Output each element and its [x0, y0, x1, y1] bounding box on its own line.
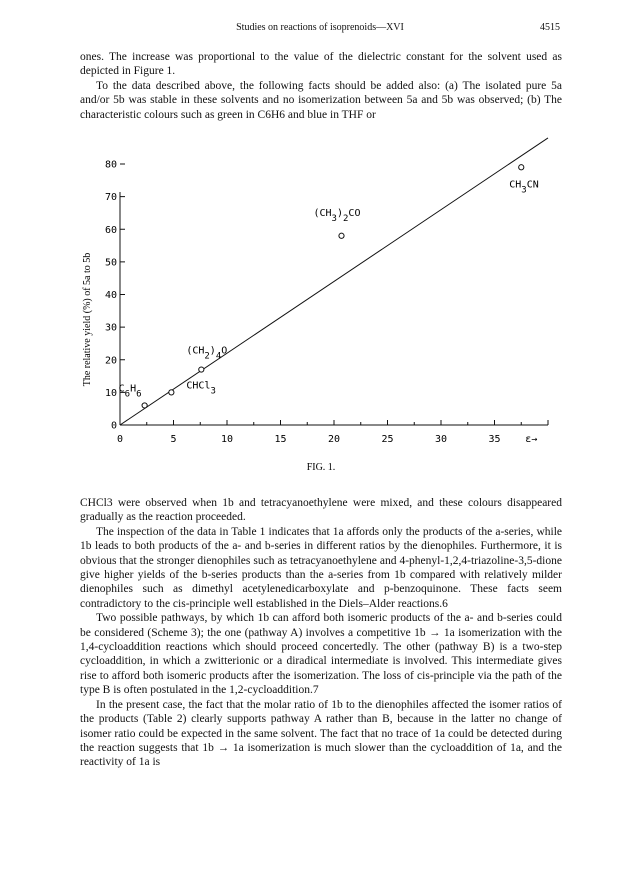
paragraph: The inspection of the data in Table 1 indicates that 1a affords only the products of the a-series, while 1b leads to both products of the a- and b-series in different ratios by the dienophiles. Furthermore, it is obvious that the stronger dienophiles such as tetracyanoethylene and 4-phenyl-1,2,4-triazoline-3,5-dione give higher yields of the b-series products than the a-series from 1b compared with relatively milder dienophiles such as dimethyl acetylenedicarboxylate and p-benzoquinone. These facts seem contradictory to the cis-principle well established in the Diels–Alder reactions.6 — [80, 525, 562, 610]
y-tick-label: 20 — [104, 355, 117, 367]
body-text-top — [80, 50, 562, 122]
data-point-label: CHCl$_3$ — [186, 380, 216, 397]
y-tick-label: 10 — [104, 387, 117, 399]
y-axis-label: The relative yield (%) of 5a to 5b — [82, 252, 93, 387]
x-tick-label: 35 — [488, 434, 501, 445]
data-point — [199, 367, 204, 372]
data-point — [169, 390, 174, 395]
paragraph: To the data described above, the following facts should be added also: (a) The isolated pure 5a and/or 5b was stable in these solvents and no isomerization between 5a and 5b was observed; (b) The characteristic colours such as green in C6H6 and blue in THF or — [80, 79, 562, 121]
data-point — [142, 403, 147, 408]
yield-vs-dielectric-chart — [78, 159, 563, 482]
data-point-label: $(CH_2)_4O$ — [186, 345, 228, 362]
data-point-label: $CH_3CN$ — [509, 179, 539, 196]
x-tick-label: 25 — [381, 434, 394, 445]
data-point — [519, 165, 524, 170]
data-point — [339, 233, 344, 238]
page-number: 4515 — [540, 22, 560, 33]
y-tick-label: 40 — [104, 290, 117, 301]
x-tick-label: 10 — [220, 434, 234, 445]
y-tick-label: 80 — [104, 159, 117, 171]
y-tick-label: 0 — [110, 420, 117, 432]
paragraph: ones. The increase was proportional to the value of the dielectric constant for the solvent used as depicted in Figure 1. — [80, 51, 562, 78]
x-tick-label: 5 — [170, 434, 177, 445]
y-tick-label: 50 — [104, 257, 117, 269]
body-text-bottom — [80, 496, 562, 770]
running-title: Studies on reactions of isoprenoids—XVI — [236, 22, 404, 33]
y-tick-label: 70 — [104, 192, 117, 204]
y-tick-label: 30 — [104, 322, 117, 334]
data-point-label: $(CH_3)_2CO$ — [313, 207, 361, 224]
figure-1 — [78, 159, 563, 482]
data-point-label: $C_6H_6$ — [118, 383, 142, 400]
x-tick-label: 0 — [116, 434, 124, 445]
paragraph: CHCl3 were observed when 1b and tetracyanoethylene were mixed, and these colours disappeared gradually as the reaction proceeded. — [80, 497, 562, 524]
x-tick-label: 20 — [327, 434, 341, 445]
x-axis-label: ε→ — [525, 434, 538, 445]
x-tick-label: 30 — [434, 434, 448, 445]
paragraph: Two possible pathways, by which 1b can afford both isomeric products of the a- and b-series could be considered (Scheme 3); the one (pathway A) involves a competitive 1b → 1a isomerization with the 1,4-cycloaddition reactions which should proceed concertedly. The other (pathway B) is a two-step cycloaddition, in which a zwitterionic or a diradical intermediate is involved. This intermediate gives rise to afford both isomeric products after the isomerization. The loss of cis-principle via the path of the type B is often postulated in the 1,2-cycloaddition.7 — [80, 612, 562, 697]
paragraph: In the present case, the fact that the molar ratio of 1b to the dienophiles affected the isomer ratios of the products (Table 2) clearly supports pathway A rather than B, because in the latter no change of isomer ratio could be expected in the same solvent. The fact that no trace of 1a could be detected during the reaction suggests that 1b → 1a isomerization is much slower than the cycloaddition of 1a, and the reactivity of 1a is — [80, 698, 562, 769]
figure-caption: FIG. 1. — [306, 462, 336, 473]
running-header — [80, 22, 560, 38]
fit-line — [120, 138, 548, 425]
x-tick-label: 15 — [274, 434, 287, 445]
y-tick-label: 60 — [104, 224, 117, 236]
